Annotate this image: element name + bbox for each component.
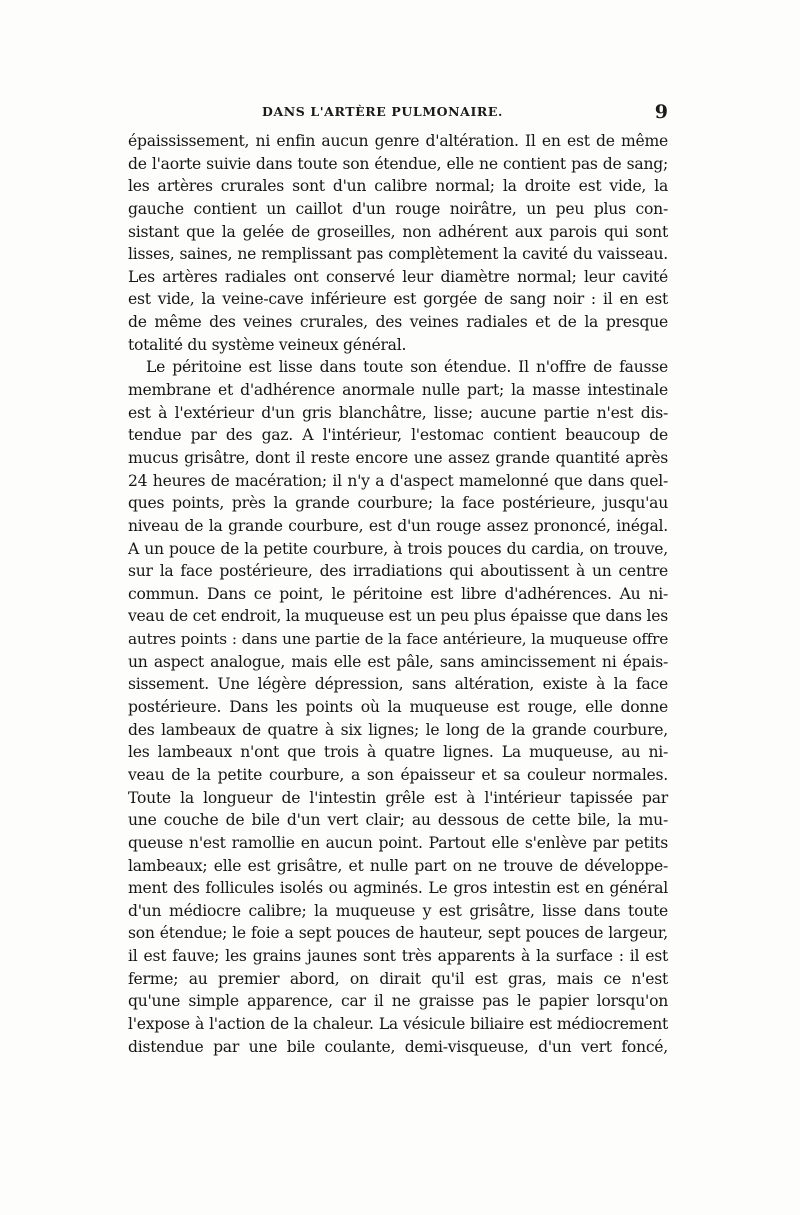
text-line: sistant que la gelée de groseilles, non adhérent aux parois qui sont <box>128 222 668 241</box>
text-line: sur la face postérieure, des irradiations qui aboutissent à un centre <box>128 562 668 581</box>
text-line: l'expose à l'action de la chaleur. La vésicule biliaire est médiocrement <box>128 1014 668 1033</box>
text-line: queuse n'est ramollie en aucun point. Partout elle s'enlève par petits <box>128 833 668 852</box>
text-line: un aspect analogue, mais elle est pâle, sans amincissement ni épais- <box>128 652 668 671</box>
text-line: 24 heures de macération; il n'y a d'aspect mamelonné que dans quel- <box>128 471 668 490</box>
text-line: de l'aorte suivie dans toute son étendue, elle ne contient pas de sang; <box>128 154 668 173</box>
text-line: épaississement, ni enfin aucun genre d'altération. Il en est de même <box>128 132 668 150</box>
text-line: mucus grisâtre, dont il reste encore une assez grande quantité après <box>128 448 668 467</box>
text-line: d'un médiocre calibre; la muqueuse y est grisâtre, lisse dans toute <box>128 901 668 920</box>
text-line: lambeaux; elle est grisâtre, et nulle part on ne trouve de développe- <box>128 856 668 875</box>
text-line: les artères crurales sont d'un calibre normal; la droite est vide, la <box>128 177 668 196</box>
text-line: Le péritoine est lisse dans toute son étendue. Il n'offre de fausse <box>146 358 668 377</box>
text-line: postérieure. Dans les points où la muqueuse est rouge, elle donne <box>128 698 668 717</box>
running-head <box>128 101 668 123</box>
body-text <box>128 130 668 1058</box>
text-line: distendue par une bile coulante, demi-visqueuse, d'un vert foncé, <box>128 1037 668 1056</box>
text-line: gauche contient un caillot d'un rouge noirâtre, un peu plus con- <box>128 199 668 218</box>
text-line: des lambeaux de quatre à six lignes; le long de la grande courbure, <box>128 720 668 739</box>
text-line: veau de la petite courbure, a son épaisseur et sa couleur normales. <box>128 765 668 784</box>
text-line: est vide, la veine-cave inférieure est gorgée de sang noir : il en est <box>128 290 668 309</box>
paragraph <box>128 130 668 356</box>
text-line: tendue par des gaz. A l'intérieur, l'estomac contient beaucoup de <box>128 426 668 445</box>
text-line: ferme; au premier abord, on dirait qu'il est gras, mais ce n'est <box>128 969 668 988</box>
text-line: Toute la longueur de l'intestin grêle est à l'intérieur tapissée par <box>128 788 668 807</box>
text-line: totalité du système veineux général. <box>128 335 407 354</box>
text-line: qu'une simple apparence, car il ne graisse pas le papier lorsqu'on <box>128 992 668 1011</box>
text-line: veau de cet endroit, la muqueuse est un peu plus épaisse que dans les <box>128 607 668 626</box>
text-line: de même des veines crurales, des veines radiales et de la presque <box>128 313 668 332</box>
running-title: DANS L'ARTÈRE PULMONAIRE. <box>262 104 503 119</box>
text-line: Les artères radiales ont conservé leur diamètre normal; leur cavité <box>128 267 668 286</box>
text-line: A un pouce de la petite courbure, à trois pouces du cardia, on trouve, <box>128 539 668 558</box>
text-line: niveau de la grande courbure, est d'un rouge assez prononcé, inégal. <box>128 516 668 535</box>
text-line: ques points, près la grande courbure; la face postérieure, jusqu'au <box>128 494 668 513</box>
text-line: autres points : dans une partie de la face antérieure, la muqueuse offre <box>128 630 668 649</box>
page-number: 9 <box>654 101 668 123</box>
text-line: commun. Dans ce point, le péritoine est libre d'adhérences. Au ni- <box>128 584 668 603</box>
text-line: lisses, saines, ne remplissant pas complètement la cavité du vaisseau. <box>128 245 668 264</box>
text-line: sissement. Une légère dépression, sans altération, existe à la face <box>128 675 668 694</box>
text-line: une couche de bile d'un vert clair; au dessous de cette bile, la mu- <box>128 811 668 830</box>
paragraph <box>128 356 668 1058</box>
text-line: membrane et d'adhérence anormale nulle part; la masse intestinale <box>128 381 668 400</box>
text-line: son étendue; le foie a sept pouces de hauteur, sept pouces de largeur, <box>128 924 668 943</box>
text-line: il est fauve; les grains jaunes sont très apparents à la surface : il est <box>128 947 668 966</box>
text-line: ment des follicules isolés ou agminés. Le gros intestin est en général <box>128 879 668 898</box>
text-line: les lambeaux n'ont que trois à quatre lignes. La muqueuse, au ni- <box>128 743 668 762</box>
text-line: est à l'extérieur d'un gris blanchâtre, lisse; aucune partie n'est dis- <box>128 403 668 422</box>
